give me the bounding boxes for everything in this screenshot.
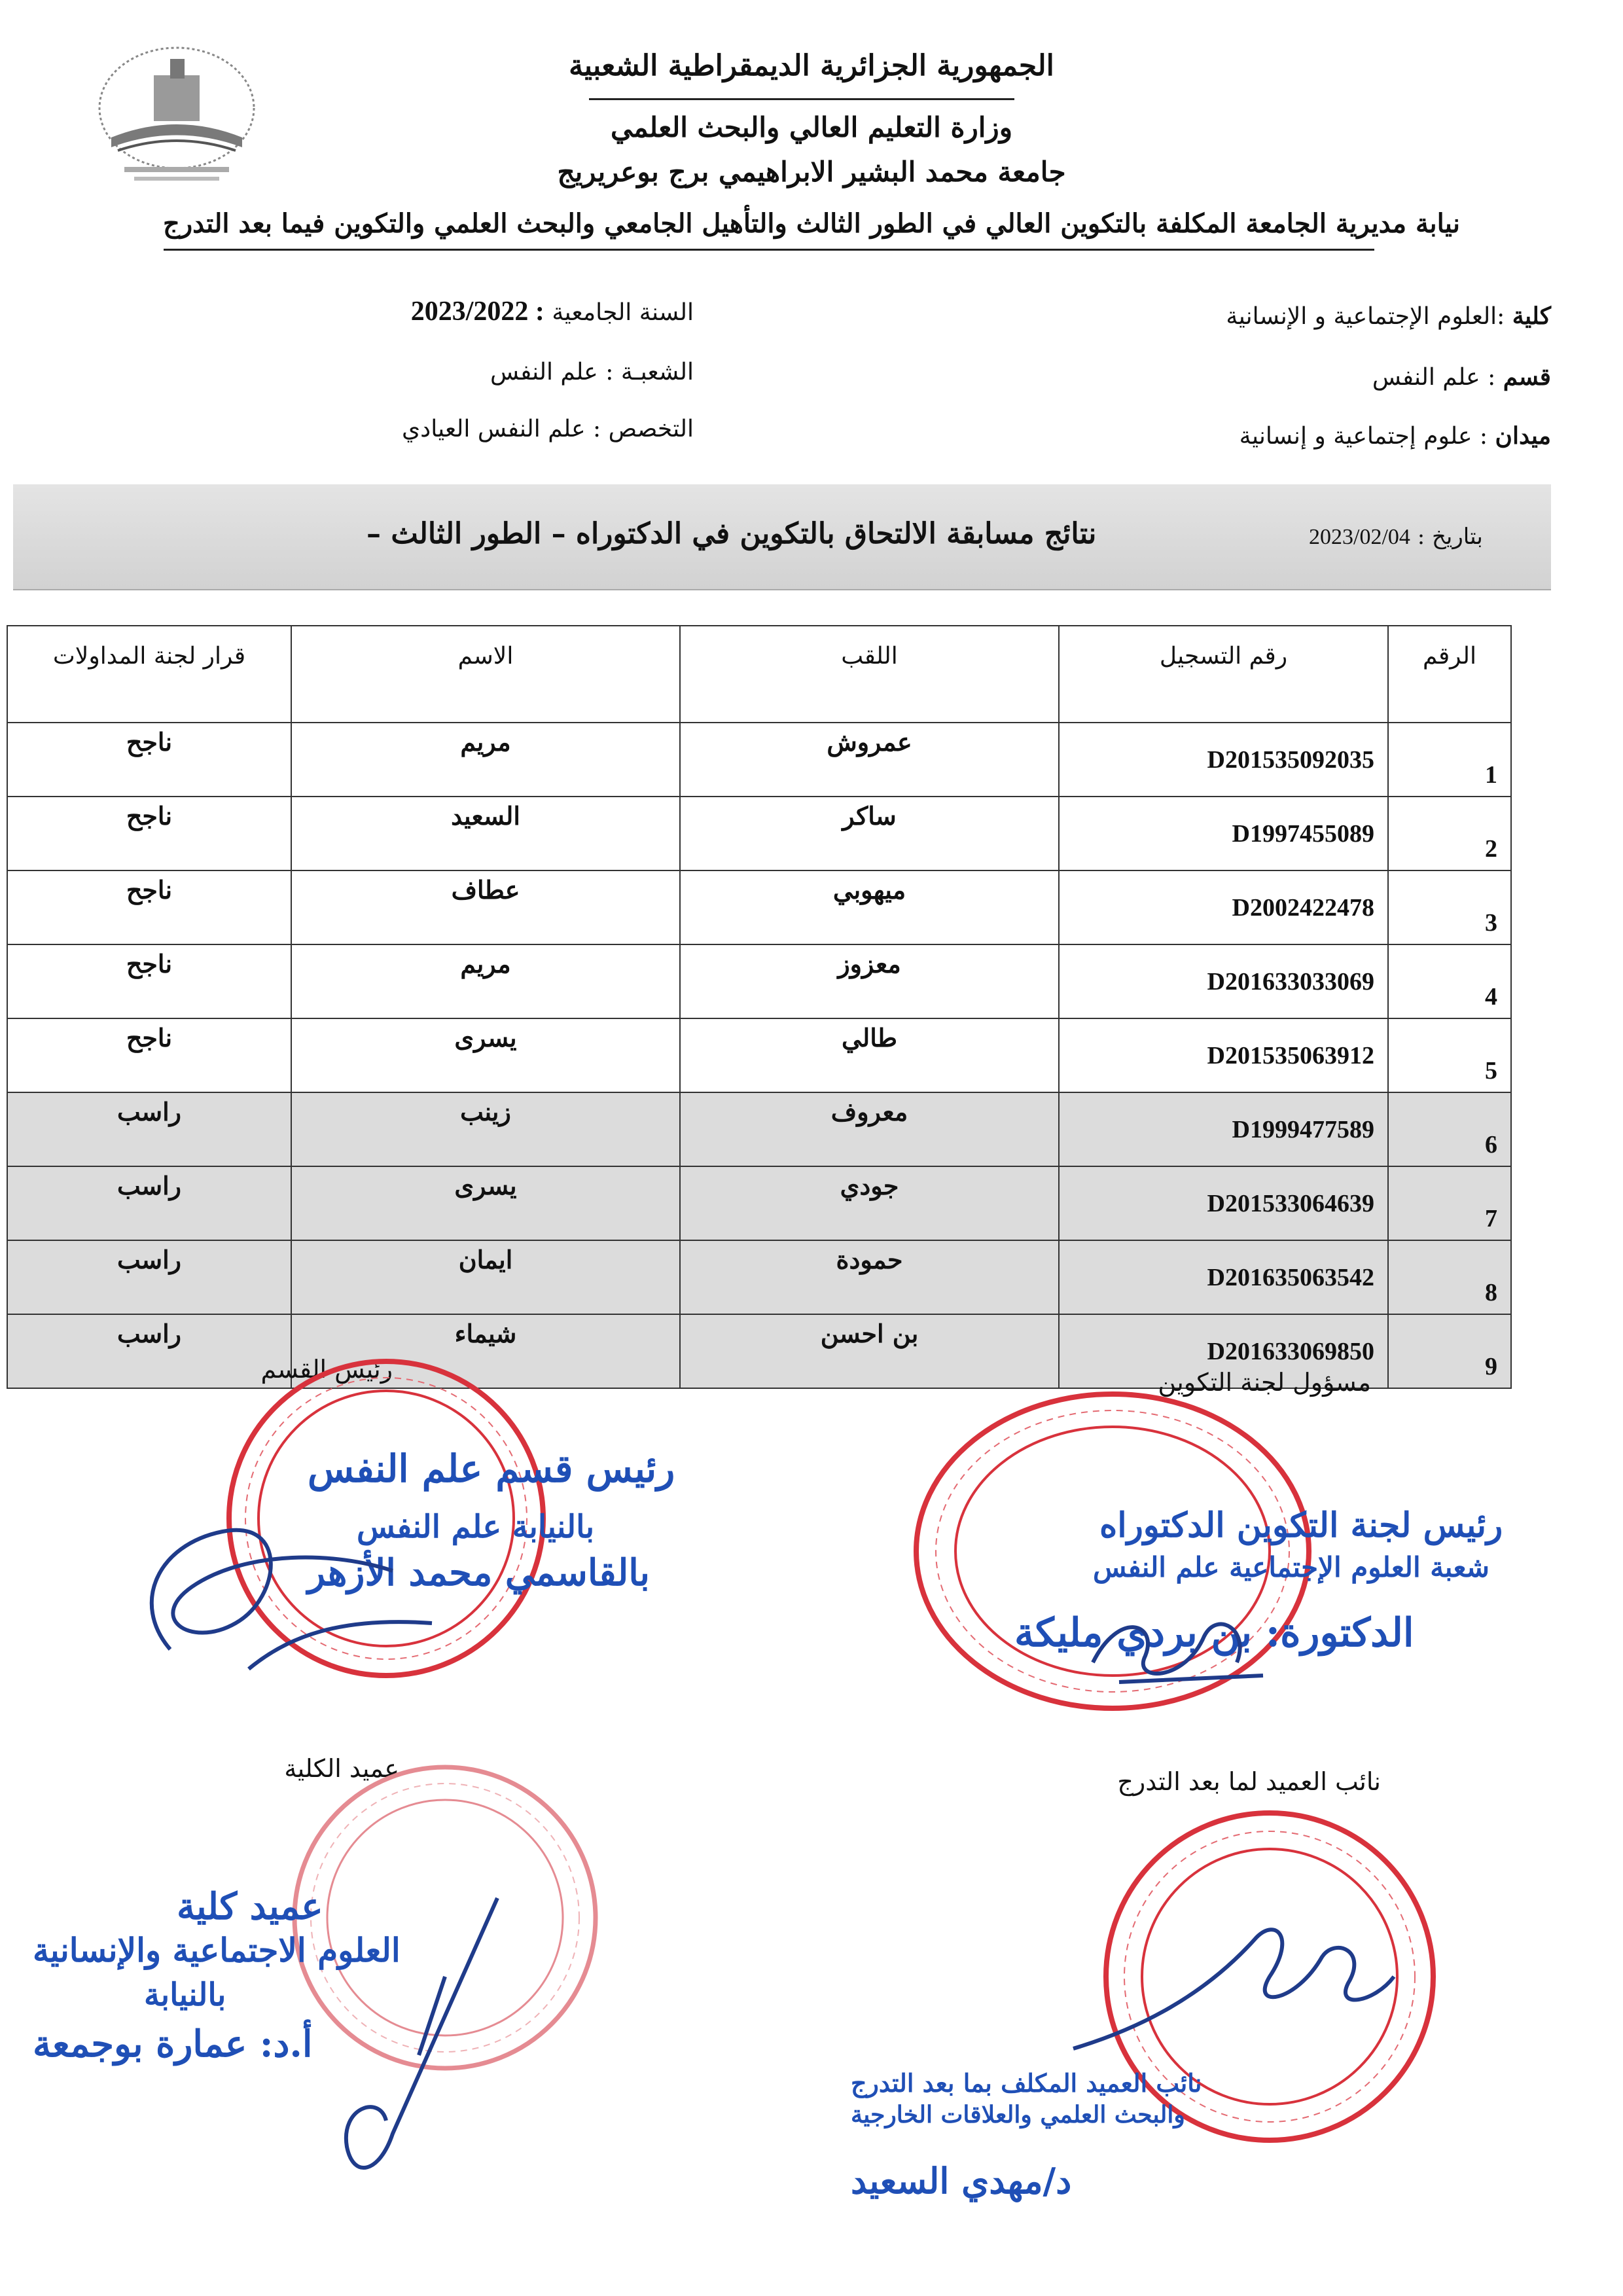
row-decision: ناجح — [7, 944, 291, 1018]
branch-label: الشعبـة — [620, 359, 694, 386]
training-committee-label: مسؤول لجنة التكوين — [1158, 1368, 1371, 1397]
table-row — [7, 1166, 1511, 1240]
department-label: قسم — [1503, 363, 1551, 391]
table-row — [7, 723, 1511, 797]
row-decision: راسب — [7, 1240, 291, 1314]
date-label: بتاريخ : — [1417, 524, 1483, 550]
row-registration: D201635063542 — [1059, 1240, 1388, 1314]
dean-label: عميد الكلية — [284, 1754, 399, 1783]
specialty-line — [402, 416, 694, 442]
row-number: 6 — [1388, 1092, 1511, 1166]
vice-dean-signature — [1060, 1898, 1400, 2081]
row-first-name: يسرى — [291, 1018, 680, 1092]
row-last-name: ميهوبي — [680, 870, 1059, 944]
committee-stamp-line-1: رئيس لجنة التكوين الدكتوراه — [1099, 1505, 1503, 1545]
branch-value: : علم النفس — [490, 359, 614, 386]
header-number: الرقم — [1388, 626, 1511, 723]
vice-dean-label: نائب العميد لما بعد التدرج — [1117, 1767, 1381, 1796]
dept-stamp-line-3: بالقاسمي محمد الأزهر — [308, 1551, 650, 1594]
row-registration: D201535063912 — [1059, 1018, 1388, 1092]
row-last-name: معزوز — [680, 944, 1059, 1018]
results-title: نتائج مسابقة الالتحاق بالتكوين في الدكتوراه – الطور الثالث – — [366, 517, 1097, 550]
row-first-name: مريم — [291, 723, 680, 797]
row-number: 9 — [1388, 1314, 1511, 1388]
row-first-name: شيماء — [291, 1314, 680, 1388]
row-last-name: معروف — [680, 1092, 1059, 1166]
field-label: ميدان — [1495, 422, 1551, 450]
row-first-name: زينب — [291, 1092, 680, 1166]
row-registration: D201633033069 — [1059, 944, 1388, 1018]
university-title: جامعة محمد البشير الابراهيمي برج بوعريريج — [557, 156, 1066, 188]
republic-title: الجمهورية الجزائرية الديمقراطية الشعبية — [569, 49, 1054, 82]
faculty-line — [1226, 302, 1551, 330]
date-value: 2023/02/04 — [1309, 525, 1410, 549]
table-row — [7, 1018, 1511, 1092]
row-last-name: عمروش — [680, 723, 1059, 797]
dean-stamp-line-4: أ.د: عمارة بوجمعة — [33, 2022, 313, 2066]
row-last-name: ساكر — [680, 797, 1059, 870]
row-last-name: طالي — [680, 1018, 1059, 1092]
row-first-name: مريم — [291, 944, 680, 1018]
committee-signature — [1080, 1584, 1276, 1702]
faculty-label: كلية — [1512, 302, 1551, 330]
row-number: 8 — [1388, 1240, 1511, 1314]
dept-stamp-line-2: بالنيابة علم النفس — [357, 1509, 595, 1545]
row-decision: راسب — [7, 1314, 291, 1388]
dean-stamp-line-3: بالنيابة — [144, 1977, 226, 2013]
academic-year-value: : 2023/2022 — [410, 296, 544, 327]
row-last-name: حمودة — [680, 1240, 1059, 1314]
row-number: 1 — [1388, 723, 1511, 797]
dean-stamp-line-2: العلوم الاجتماعية والإنسانية — [33, 1931, 401, 1969]
branch-line — [490, 359, 694, 386]
field-line — [1240, 422, 1551, 450]
faculty-value: :العلوم الإجتماعية و الإنسانية — [1226, 303, 1505, 330]
department-value: : علم النفس — [1372, 364, 1496, 391]
header-registration: رقم التسجيل — [1059, 626, 1388, 723]
row-registration: D1999477589 — [1059, 1092, 1388, 1166]
field-value: : علوم إجتماعية و إنسانية — [1239, 423, 1488, 450]
row-number: 5 — [1388, 1018, 1511, 1092]
table-row — [7, 1092, 1511, 1166]
row-registration: D201533064639 — [1059, 1166, 1388, 1240]
row-registration: D201633069850 — [1059, 1314, 1388, 1388]
dean-stamp-line-1: عميد كلية — [177, 1885, 323, 1928]
header-first-name: الاسم — [291, 626, 680, 723]
results-date — [1309, 524, 1483, 550]
vice-dean-stamp-line-3: د/مهدي السعيد — [851, 2160, 1072, 2202]
academic-year-line — [411, 296, 694, 327]
row-first-name: عطاف — [291, 870, 680, 944]
table-row — [7, 944, 1511, 1018]
row-decision: ناجح — [7, 870, 291, 944]
row-registration: D201535092035 — [1059, 723, 1388, 797]
academic-year-label: السنة الجامعية — [552, 299, 694, 326]
vice-dean-stamp-line-1: نائب العميد المكلف بما بعد التدرج — [851, 2068, 1202, 2098]
row-number: 4 — [1388, 944, 1511, 1018]
table-row — [7, 1240, 1511, 1314]
row-first-name: ايمان — [291, 1240, 680, 1314]
ministry-title: وزارة التعليم العالي والبحث العلمي — [611, 111, 1012, 143]
header-underline — [589, 98, 1014, 100]
table-row — [7, 870, 1511, 944]
row-decision: ناجح — [7, 1018, 291, 1092]
row-decision: راسب — [7, 1092, 291, 1166]
dept-stamp-line-1: رئيس قسم علم النفس — [308, 1446, 675, 1491]
specialty-value: : علم النفس العيادي — [402, 416, 601, 442]
vice-dean-stamp-line-2: والبحث العلمي والعلاقات الخارجية — [851, 2101, 1185, 2128]
row-number: 7 — [1388, 1166, 1511, 1240]
row-last-name: جودي — [680, 1166, 1059, 1240]
committee-stamp-line-2: شعبة العلوم الإجتماعية علم النفس — [1093, 1551, 1489, 1583]
department-head-label: رئيس القسم — [260, 1355, 393, 1384]
row-number: 3 — [1388, 870, 1511, 944]
row-last-name: بن احسن — [680, 1314, 1059, 1388]
header-last-name: اللقب — [680, 626, 1059, 723]
row-decision: راسب — [7, 1166, 291, 1240]
table-header-row — [7, 626, 1511, 723]
row-decision: ناجح — [7, 723, 291, 797]
results-table — [7, 625, 1512, 1389]
row-registration: D2002422478 — [1059, 870, 1388, 944]
committee-stamp-line-3: الدكتورة: بن بردي مليكة — [1014, 1610, 1414, 1656]
dean-signature — [314, 1885, 524, 2186]
row-first-name: يسرى — [291, 1166, 680, 1240]
table-row — [7, 797, 1511, 870]
row-registration: D1997455089 — [1059, 797, 1388, 870]
specialty-label: التخصص — [608, 416, 694, 442]
row-first-name: السعيد — [291, 797, 680, 870]
header-decision: قرار لجنة المداولات — [7, 626, 291, 723]
vice-rectorate-title: نيابة مديرية الجامعة المكلفة بالتكوين العالي في الطور الثالث والتأهيل الجامعي والبحث العلمي والتكوين فيما بعد التدرج — [163, 208, 1460, 239]
department-line — [1372, 363, 1551, 391]
header-underline-2 — [164, 249, 1374, 251]
row-number: 2 — [1388, 797, 1511, 870]
department-head-signature — [118, 1453, 484, 1689]
row-decision: ناجح — [7, 797, 291, 870]
